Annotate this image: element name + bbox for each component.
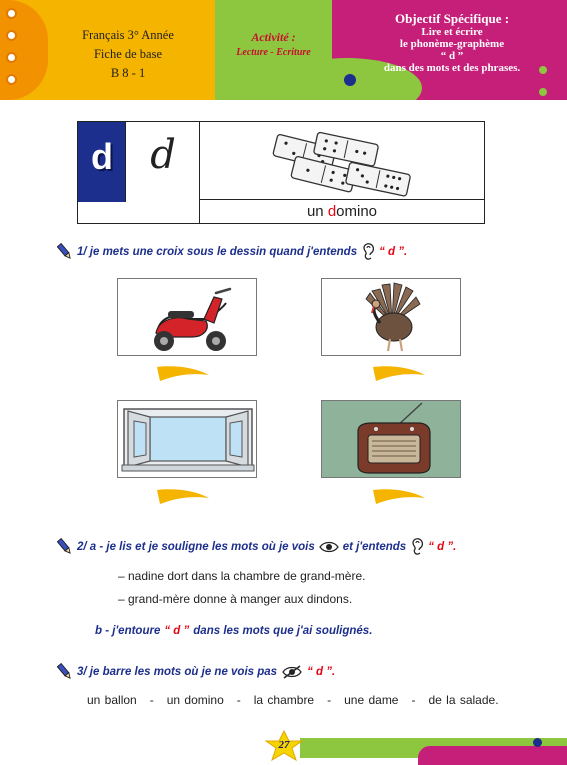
decor-dot [539,88,547,96]
exercise-2b-text: b - j'entoure [95,625,161,637]
picture-turkey [321,278,461,356]
sheet-code: B 8 - 1 [110,66,146,80]
picture-radio [321,400,461,478]
letter-table [77,121,485,224]
answer-mark-swoosh [154,484,212,508]
exercise-2a-instruction [57,538,456,556]
example-word [200,200,484,223]
objective-grapheme: “ d ” [440,50,464,62]
exercise-2b-sound: “ d ” [164,625,190,637]
pencil-icon [57,243,73,261]
sheet-type: Fiche de base [93,47,163,61]
script-letter-cell [126,122,200,223]
decor-dot [344,74,356,86]
footer-dot [533,738,542,747]
sentence-1: – nadine dort dans la chambre de grand-mère. [118,569,366,583]
word-part: un [306,203,328,220]
turkey-icon [322,279,461,356]
objective-line: le phonème-graphème [399,38,505,50]
binder-ring-icon [6,30,17,41]
crossed-eye-icon [281,665,303,679]
exercise-1-sound: “ d ”. [379,246,408,258]
script-letter: d [150,132,176,178]
pencil-icon [57,663,73,681]
word-list-text: un ballon - un domino - la chambre - une dame - de la salade. [87,693,499,707]
eye-icon [319,541,339,553]
answer-mark-swoosh [370,361,428,385]
sentence-2: – grand-mère donne à manger aux dindons. [118,592,353,606]
exercise-2a-sound: “ d ”. [428,541,457,553]
ear-icon [361,243,375,261]
exercise-2b-instruction [95,625,372,637]
exercise-3-sound: “ d ”. [307,666,336,678]
exercise-3-text: 3/ je barre les mots où je ne vois pas [77,666,278,678]
activity-label: Activité : [251,30,296,44]
header-level-panel [0,0,215,100]
exercise-2b-text-2: dans les mots que j'ai soulignés. [193,625,373,637]
print-letter: d [91,136,113,177]
binder-ring-icon [6,52,17,63]
header-objective-panel [332,0,567,100]
objective-line: dans des mots et des phrases. [383,62,521,74]
dominoes-icon [200,122,484,200]
exercise-2a-text-2: et j'entends [342,541,407,553]
page-header [0,0,567,100]
word-part: omino [336,203,378,220]
activity-type: Lecture - Ecriture [236,47,311,58]
objective-line: Lire et écrire [421,26,483,38]
print-letter-cell [78,122,126,202]
picture-window [117,400,257,478]
exercise-1-instruction [57,243,407,261]
objective-title: Objectif Spécifique : [394,11,510,26]
scooter-icon [118,279,257,356]
header-activity-panel [215,0,332,100]
window-icon [118,401,257,478]
page-number: 27 [278,739,290,751]
exercise-1-text: 1/ je mets une croix sous le dessin quand j'entends [77,246,358,258]
answer-mark-swoosh [370,484,428,508]
radio-icon [322,401,461,478]
ear-icon [410,538,424,556]
exercise-3-word-list [87,693,499,707]
dominoes-image-cell [200,122,484,200]
pencil-icon [57,538,73,556]
answer-mark-swoosh [154,361,212,385]
picture-scooter [117,278,257,356]
exercise-3-instruction [57,663,335,681]
binder-ring-icon [6,8,17,19]
binder-ring-icon [6,74,17,85]
footer-band-accent [418,746,567,765]
level-label: Français 3° Année [82,28,174,42]
highlighted-letter: d [327,203,337,220]
exercise-2a-text: 2/ a - je lis et je souligne les mots où je vois [77,541,315,553]
